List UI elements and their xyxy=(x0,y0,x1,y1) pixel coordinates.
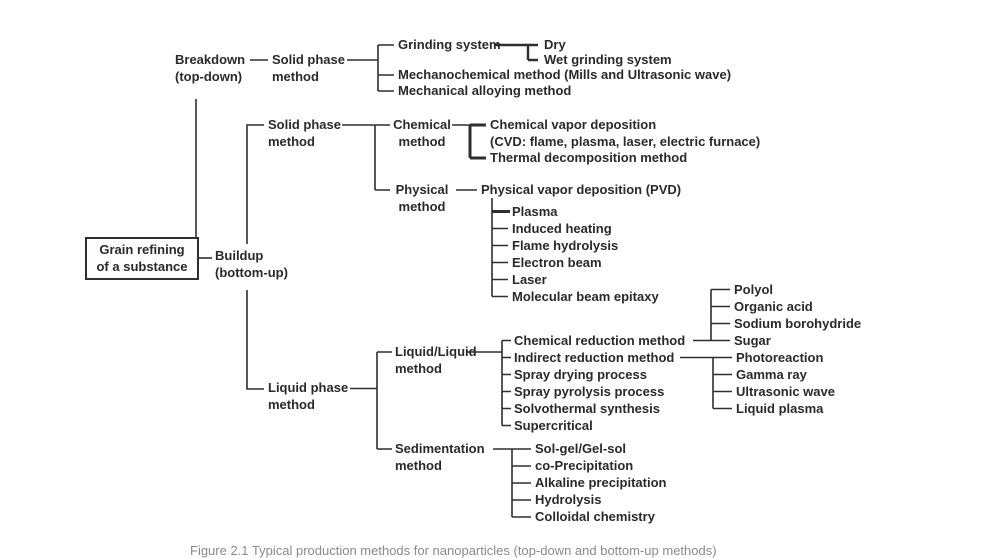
list-item: Alkaline precipitation xyxy=(535,475,667,490)
list-item: Sugar xyxy=(734,333,771,348)
label-line: Liquid phase xyxy=(268,380,349,395)
indirect-sources-bracket xyxy=(680,358,732,409)
label-line: method xyxy=(272,68,319,84)
list-item: Chemical reduction method xyxy=(514,333,686,348)
node-grain-refining xyxy=(85,237,199,280)
list-item: Supercritical xyxy=(514,418,593,433)
label-line: Sedimentation xyxy=(395,441,485,456)
list-item: Induced heating xyxy=(512,221,612,236)
list-item: Organic acid xyxy=(734,299,813,314)
node-liquid-liquid xyxy=(395,344,477,377)
list-item: Polyol xyxy=(734,282,774,297)
solid-phase-top-bracket xyxy=(347,45,394,91)
label-line: Buildup xyxy=(215,248,264,263)
node-solid-phase-top xyxy=(272,52,345,85)
reduction-agent-list xyxy=(734,281,861,349)
label-line: Solid phase xyxy=(268,117,341,132)
list-item: Electron beam xyxy=(512,255,602,270)
list-item: Laser xyxy=(512,272,547,287)
label-line: method xyxy=(268,133,315,149)
list-item: Molecular beam epitaxy xyxy=(512,289,659,304)
list-item: Gamma ray xyxy=(736,367,807,382)
pvd-item-list xyxy=(512,203,659,305)
label-line: method xyxy=(395,360,442,376)
node-dry: Dry xyxy=(544,37,566,52)
label-line: method xyxy=(395,457,442,473)
node-sedimentation xyxy=(395,441,485,474)
reduction-agents-bracket xyxy=(693,290,730,341)
list-item: Liquid plasma xyxy=(736,401,824,416)
list-item: Plasma xyxy=(512,204,558,219)
node-pvd: Physical vapor deposition (PVD) xyxy=(481,182,682,197)
list-item: Ultrasonic wave xyxy=(736,384,835,399)
label-line: Solid phase xyxy=(272,52,345,67)
label-line: (CVD: flame, plasma, laser, electric furnace) xyxy=(490,133,761,149)
chemical-method-bracket xyxy=(470,125,486,158)
label-line: Breakdown xyxy=(175,52,246,67)
list-item: Solvothermal synthesis xyxy=(514,401,660,416)
node-buildup xyxy=(215,248,288,281)
list-item: Sol-gel/Gel-sol xyxy=(535,441,627,456)
node-thermal-decomposition: Thermal decomposition method xyxy=(490,150,688,165)
list-item: Flame hydrolysis xyxy=(512,238,619,253)
list-item: Hydrolysis xyxy=(535,492,602,507)
label-line: (bottom-up) xyxy=(215,264,288,280)
node-wet-grinding: Wet grinding system xyxy=(544,52,672,67)
node-chemical-method xyxy=(391,117,453,150)
sedimentation-item-list xyxy=(535,440,666,525)
list-item: Spray drying process xyxy=(514,367,647,382)
label-line: Liquid/Liquid xyxy=(395,344,477,359)
label-line: Chemical xyxy=(393,117,451,132)
label-line: method xyxy=(398,198,446,214)
node-breakdown xyxy=(175,52,245,85)
list-item: co-Precipitation xyxy=(535,458,634,473)
liquid-liquid-item-list xyxy=(514,332,685,434)
grinding-bracket xyxy=(494,45,538,60)
node-mechanochemical: Mechanochemical method (Mills and Ultrasonic wave) xyxy=(398,67,732,82)
node-mechanical-alloying: Mechanical alloying method xyxy=(398,83,572,98)
node-liquid-phase xyxy=(268,380,348,413)
label-line: method xyxy=(268,396,315,412)
label-line: method xyxy=(398,133,446,149)
indirect-source-list xyxy=(736,349,835,417)
label-line: of a substance xyxy=(96,258,188,274)
list-item: Photoreaction xyxy=(736,350,824,365)
node-solid-phase-mid xyxy=(268,117,341,150)
solid-phase-mid-bracket xyxy=(342,125,390,190)
node-grinding-system: Grinding system xyxy=(398,37,501,52)
list-item: Spray pyrolysis process xyxy=(514,384,665,399)
label-line: Physical xyxy=(395,182,449,197)
label-line: Chemical vapor deposition xyxy=(490,117,657,132)
figure-caption: Figure 2.1 Typical production methods for nanoparticles (top-down and bottom-up methods) xyxy=(190,543,717,558)
list-item: Colloidal chemistry xyxy=(535,509,655,524)
node-physical-method xyxy=(391,182,453,215)
sedimentation-bracket xyxy=(493,449,531,517)
label-line: Grain refining xyxy=(99,242,185,257)
list-item: Indirect reduction method xyxy=(514,350,675,365)
liquid-phase-bracket xyxy=(350,352,392,449)
label-line: (top-down) xyxy=(175,68,243,84)
list-item: Sodium borohydride xyxy=(734,316,862,331)
node-cvd xyxy=(490,117,760,150)
